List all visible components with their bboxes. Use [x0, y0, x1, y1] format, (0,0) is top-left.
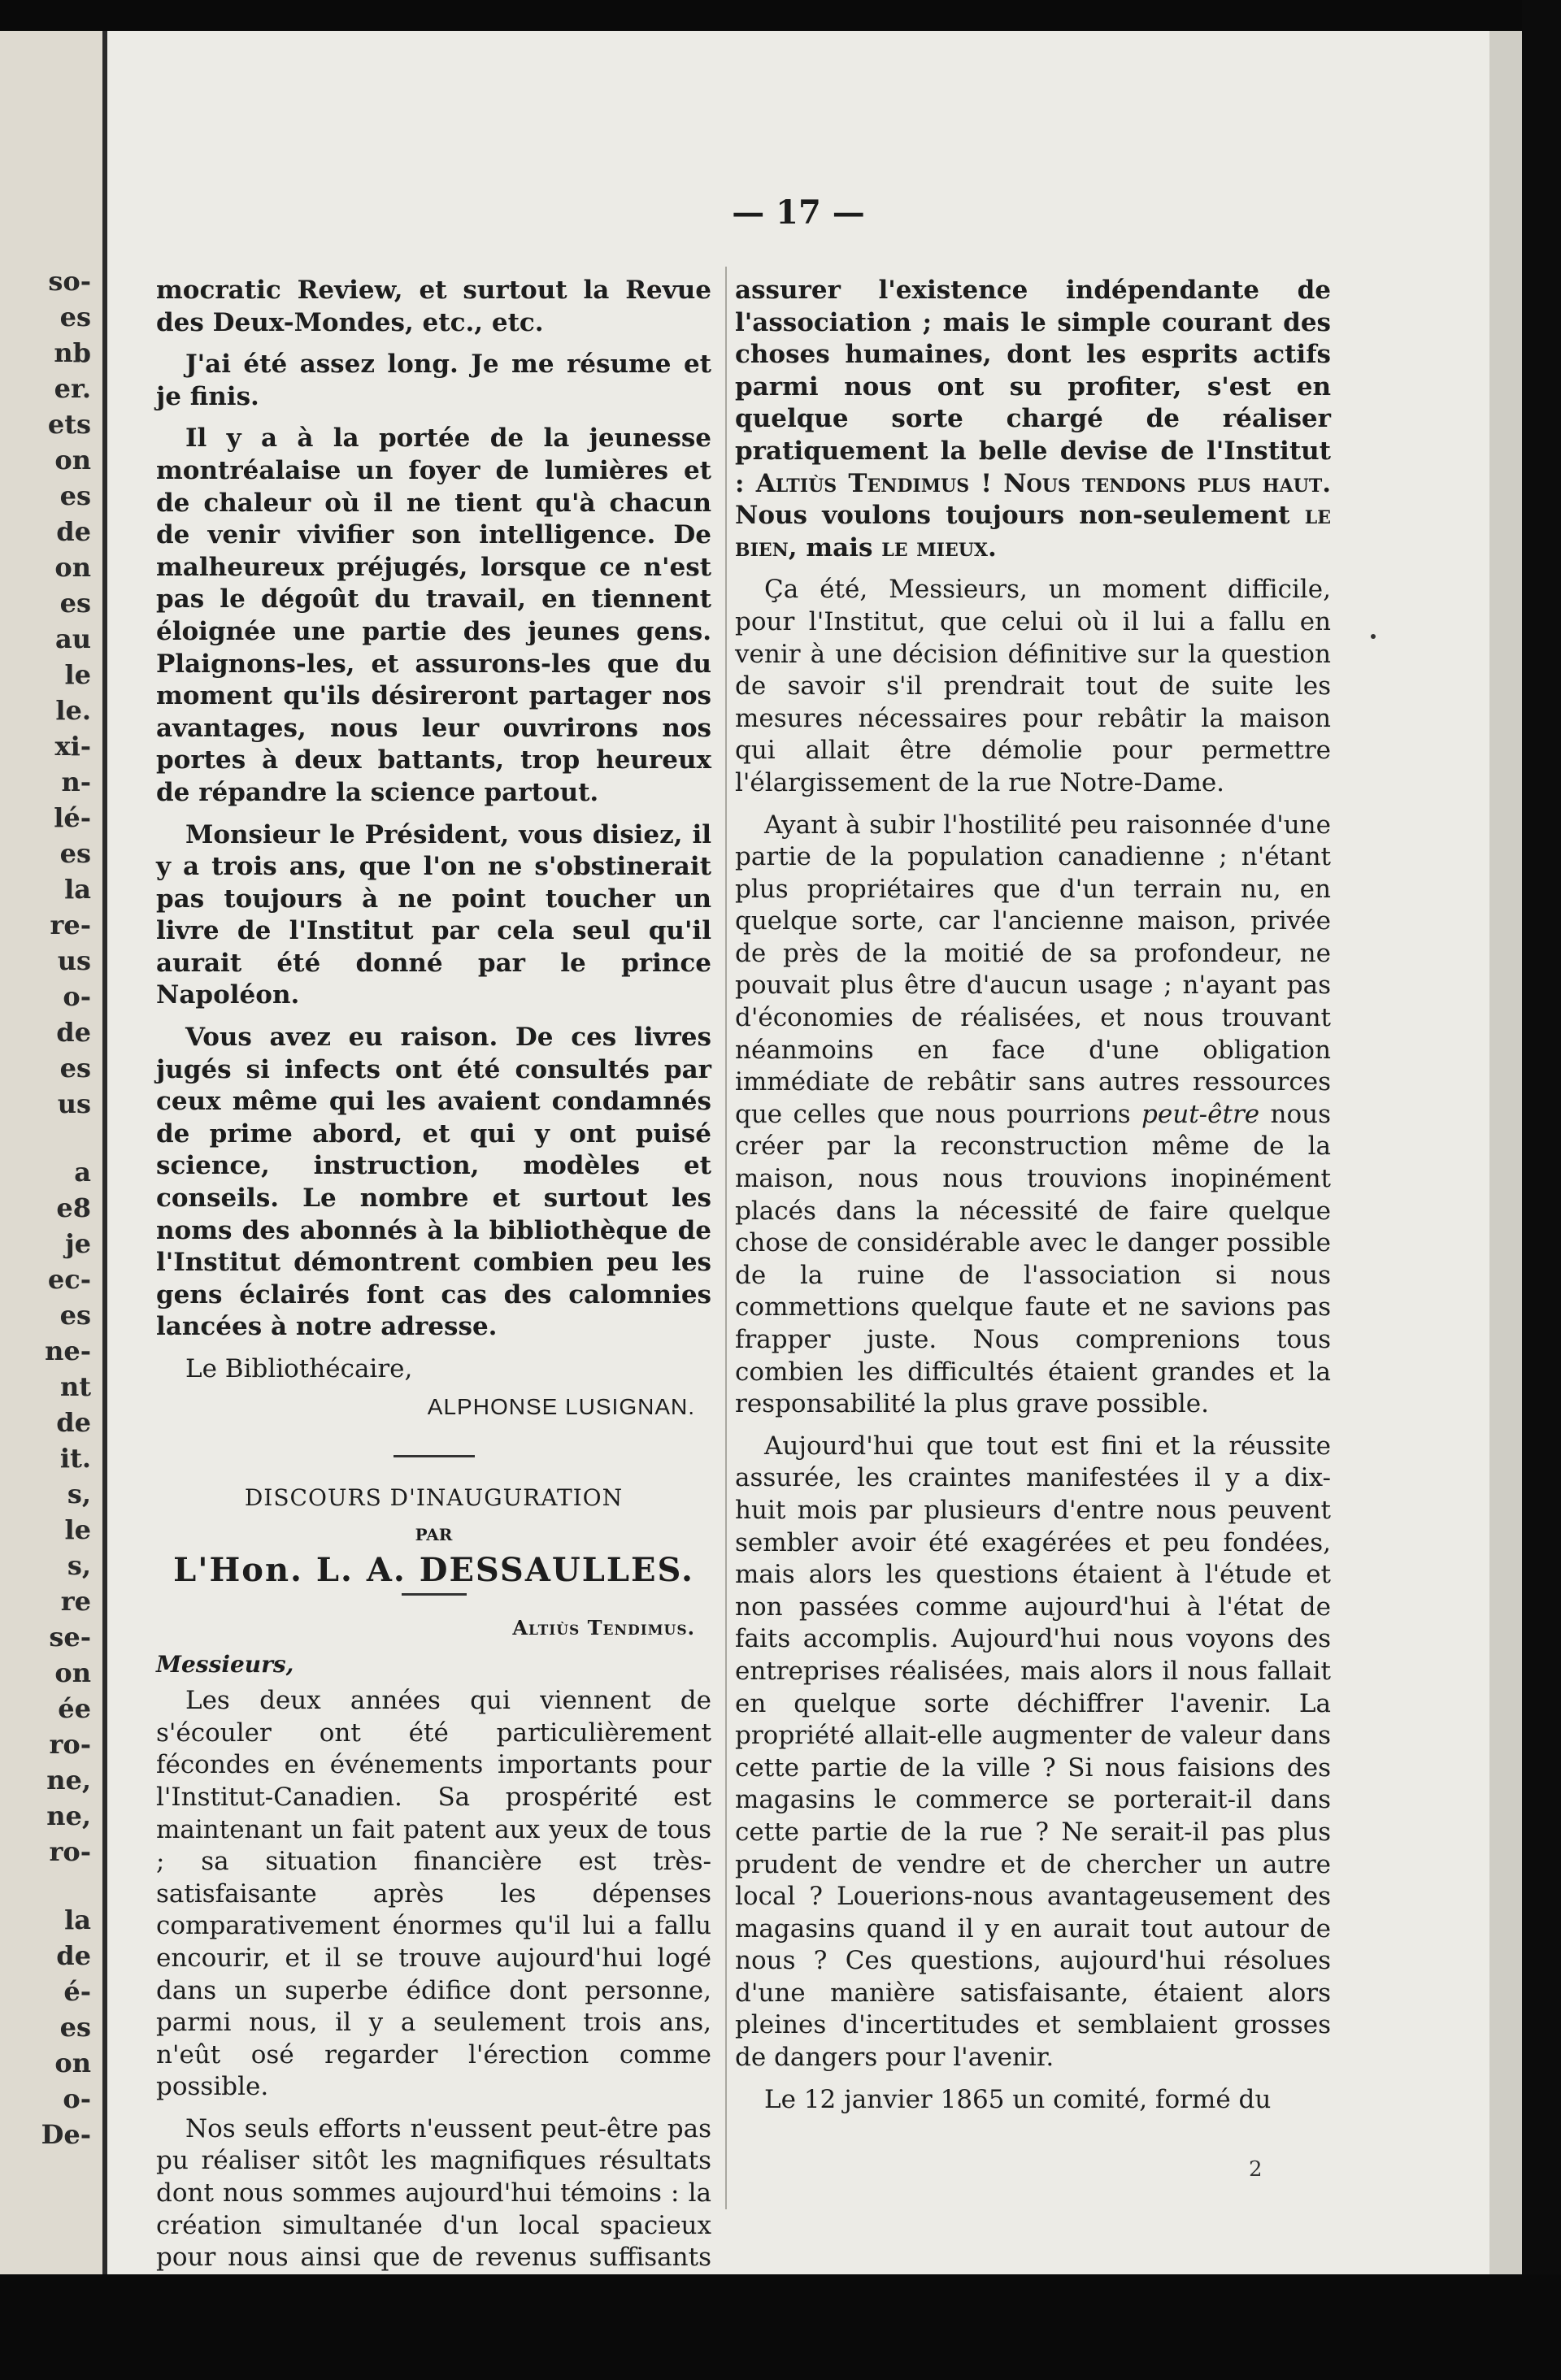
- margin-fragment: n-: [61, 767, 91, 797]
- section-rule: [402, 1593, 467, 1596]
- margin-fragment: s,: [67, 1550, 91, 1581]
- margin-fragment: s,: [67, 1479, 91, 1509]
- margin-fragment: de: [56, 1407, 91, 1438]
- margin-fragment: us: [57, 945, 91, 976]
- text-run: nous créer par la reconstruction même de la maison, nous nous trouvions inopinément placés dans la nécessité de faire quelque chose de considérable avec le danger possible de la ruine de l'association si nous commettions quelque faute et ne savions pas frapper juste. Nous comprenions tous combien les difficultés étaient grandes et la responsabilité la plus grave possible.: [735, 1099, 1331, 1419]
- right-column: [735, 275, 1331, 2126]
- page-number: — 17 —: [732, 193, 865, 232]
- margin-fragment: es: [59, 302, 91, 332]
- margin-fragment: la: [64, 874, 91, 905]
- paragraph-continuation: mocratic Review, et surtout la Revue des Deux-Mondes, etc., etc.: [156, 276, 711, 337]
- page-edge: [1489, 31, 1522, 2274]
- margin-fragment: lé-: [54, 802, 91, 833]
- discourse-title: DISCOURS D'INAUGURATION: [244, 1484, 624, 1512]
- margin-fragment: ne-: [45, 1335, 91, 1366]
- text-run: assurer l'existence indépendante de l'association ; mais le simple courant des choses humaines, dont les esprits actifs parmi nous ont su profiter, s'est en quelque sorte chargé de réaliser pratiquement la belle devise de l'Institut :: [735, 276, 1331, 498]
- section-rule: [394, 1455, 475, 1457]
- margin-fragment: er.: [54, 373, 91, 404]
- margin-fragment: ro-: [49, 1836, 91, 1867]
- speech-paragraph: Nos seuls efforts n'eussent peut-être pas pu réaliser sitôt les magnifiques résultats dont nous sommes aujourd'hui témoins : la création simultanée d'un local spacieux pour nous ainsi que de revenus suffisants: [156, 2113, 711, 2273]
- motto-text: Altiùs Tendimus.: [512, 1615, 695, 1640]
- margin-fragment: so-: [48, 266, 91, 297]
- paragraph: Il y a à la portée de la jeunesse montréalaise un foyer de lumières et de chaleur où il ne tient qu'à chacun de venir vivifier son intelligence. De malheureux préjugés, lorsque ce n'est pas le dégoût du travail, en tiennent éloignée une partie des jeunes gens. Plaignons-les, et assurons-les que du moment qu'ils désireront partager nos avantages, nous leur ouvrirons nos portes à deux battants, trop heureux de répandre la science partout.: [156, 423, 711, 807]
- margin-fragment: it.: [59, 1443, 91, 1474]
- paragraph: Le 12 janvier 1865 un comité, formé du: [764, 2084, 1272, 2114]
- margin-fragment: ne,: [46, 1765, 91, 1796]
- book-page: [107, 31, 1489, 2274]
- paragraph: Monsieur le Président, vous disiez, il y a trois ans, que l'on ne s'obstinerait pas toujours à ne point toucher un livre de l'Institut par cela seul qu'il aurait été donné par le prince Napoléon.: [156, 819, 711, 1010]
- scan-bottom-border: [0, 2274, 1561, 2380]
- margin-fragment: re: [60, 1586, 91, 1617]
- margin-fragment: é-: [63, 1976, 91, 2007]
- margin-fragment: es: [59, 1053, 91, 1084]
- emphasis-le-bien: le bien,: [735, 501, 1331, 562]
- paragraph-continuation: [735, 275, 1331, 564]
- margin-fragment: es: [59, 2012, 91, 2043]
- margin-fragment: je: [65, 1228, 91, 1259]
- scan-top-border: [0, 0, 1561, 31]
- ink-speck: [1371, 634, 1376, 639]
- margin-fragment: le: [64, 659, 91, 690]
- paragraph: Vous avez eu raison. De ces livres jugés si infects ont été consultés par ceux même qui les avaient condamnés de prime abord, et qui y ont puisé science, instruction, modèles et conseils. Le nombre et surtout les noms des abonnés à la bibliothèque de l'Institut démontrent combien peu les gens éclairés font cas des calomnies lancées à notre adresse.: [156, 1023, 711, 1342]
- salutation: Messieurs,: [156, 1650, 294, 1678]
- margin-fragment: la: [64, 1904, 91, 1935]
- margin-fragment: on: [54, 2048, 91, 2078]
- emphasis-le-mieux: le mieux.: [881, 532, 997, 562]
- margin-fragment: ne,: [46, 1800, 91, 1831]
- margin-fragment: ée: [58, 1693, 91, 1724]
- column-divider: [725, 267, 727, 2209]
- margin-fragment: o-: [63, 2083, 91, 2114]
- speech-paragraph: Les deux années qui viennent de s'écouler ont été particulièrement fécondes en événements importants pour l'Institut-Canadien. Sa prospérité est maintenant un fait patent aux yeux de tous ; sa situation financière est très-satisfaisante après les dépenses comparativement énormes qu'il lui a fallu encourir, et il se trouve aujourd'hui logé dans un superbe édifice dont personne, parmi nous, il y a seulement trois ans, n'eût osé regarder l'érection comme possible.: [156, 1686, 711, 2102]
- margin-fragment: es: [59, 1300, 91, 1331]
- paragraph: Aujourd'hui que tout est fini et la réussite assurée, les craintes manifestées il y a dix-huit mois par plusieurs d'entre nous peuvent sembler avoir été exagérées et peu fondées, mais alors les questions étaient à l'étude et non passées comme aujourd'hui à l'état de faits accomplis. Aujourd'hui nous voyons des entreprises réalisées, mais alors il nous fallait en quelque sorte déchiffrer l'avenir. La propriété allait-elle augmenter de valeur dans cette partie de la ville ? Si nous faisions des magasins le commerce se porterait-il dans cette partie de la rue ? Ne serait-il pas plus prudent de vendre et de chercher un autre local ? Louerions-nous avantageusement des magasins quand il y en aurait tout autour de nous ? Ces questions, aujourd'hui résolues d'une manière satisfaisante, étaient alors pleines d'incertitudes et semblaient grosses de dangers pour l'avenir.: [735, 1431, 1331, 2073]
- margin-fragment: re-: [50, 910, 91, 940]
- motto-caps: Altiùs Tendimus !: [755, 468, 992, 498]
- discourse-by: PAR: [415, 1524, 453, 1544]
- paragraph: Ça été, Messieurs, un moment difficile, pour l'Institut, que celui où il lui a fallu en venir à une décision définitive sur la question de savoir s'il prendrait tout de suite les mesures nécessaires pour rebâtir la maison qui allait être démolie pour permettre l'élargissement de la rue Notre-Dame.: [735, 575, 1331, 797]
- margin-fragment: xi-: [54, 731, 91, 762]
- margin-fragment: es: [59, 588, 91, 619]
- margin-fragment: ec-: [47, 1264, 91, 1295]
- facing-page-margin: [0, 31, 102, 2274]
- margin-fragment: au: [55, 623, 91, 654]
- margin-fragment: o-: [63, 981, 91, 1012]
- text-run: mais: [806, 532, 873, 562]
- margin-fragment: on: [54, 1657, 91, 1688]
- text-run: Ayant à subir l'hostilité peu raisonnée d'une partie de la population canadienne ; n'étant plus propriétaires que d'un terrain nu, en quelque sorte, car l'ancienne maison, privée de près de la moitié de sa profondeur, ne pouvait plus être d'aucun usage ; n'ayant pas d'économies de réalisées, et nous trouvant néanmoins en face d'une obligation immédiate de rebâtir sans autres ressources que celles que nous pourrions: [735, 810, 1331, 1129]
- margin-fragment: de: [56, 1017, 91, 1048]
- motto: [156, 1612, 695, 1645]
- italic-peut-etre: peut-être: [1141, 1099, 1260, 1129]
- paragraph: [735, 810, 1331, 1421]
- signature-mark: 2: [1249, 2157, 1263, 2182]
- paragraph: J'ai été assez long. Je me résume et je finis.: [156, 350, 711, 411]
- margin-fragment: ets: [47, 409, 91, 440]
- signature-role: Le Bibliothécaire,: [185, 1354, 413, 1383]
- left-column: [156, 275, 711, 2316]
- text-run: Nous voulons toujours non-seulement: [735, 501, 1290, 531]
- margin-fragment: se-: [49, 1622, 91, 1653]
- margin-fragment: nb: [54, 337, 91, 368]
- margin-fragment: nt: [59, 1371, 91, 1402]
- motto-translation: Nous tendons plus haut.: [1003, 468, 1332, 498]
- margin-fragment: De-: [41, 2119, 91, 2150]
- margin-fragment: ro-: [49, 1729, 91, 1760]
- margin-fragment: es: [59, 838, 91, 869]
- signature-name: ALPHONSE LUSIGNAN.: [427, 1393, 695, 1419]
- margin-fragment: on: [54, 552, 91, 583]
- scan-right-border: [1522, 0, 1561, 2380]
- margin-fragment: le: [64, 1514, 91, 1545]
- margin-fragment: on: [54, 445, 91, 476]
- margin-fragment: a: [74, 1157, 91, 1188]
- orator-name: L'Hon. L. A. DESSAULLES.: [173, 1551, 694, 1590]
- margin-fragment: le.: [55, 695, 91, 726]
- margin-fragment: de: [56, 516, 91, 547]
- margin-fragment: de: [56, 1940, 91, 1971]
- margin-fragment: es: [59, 480, 91, 511]
- margin-fragment: e8: [56, 1192, 91, 1223]
- margin-fragment: us: [57, 1088, 91, 1119]
